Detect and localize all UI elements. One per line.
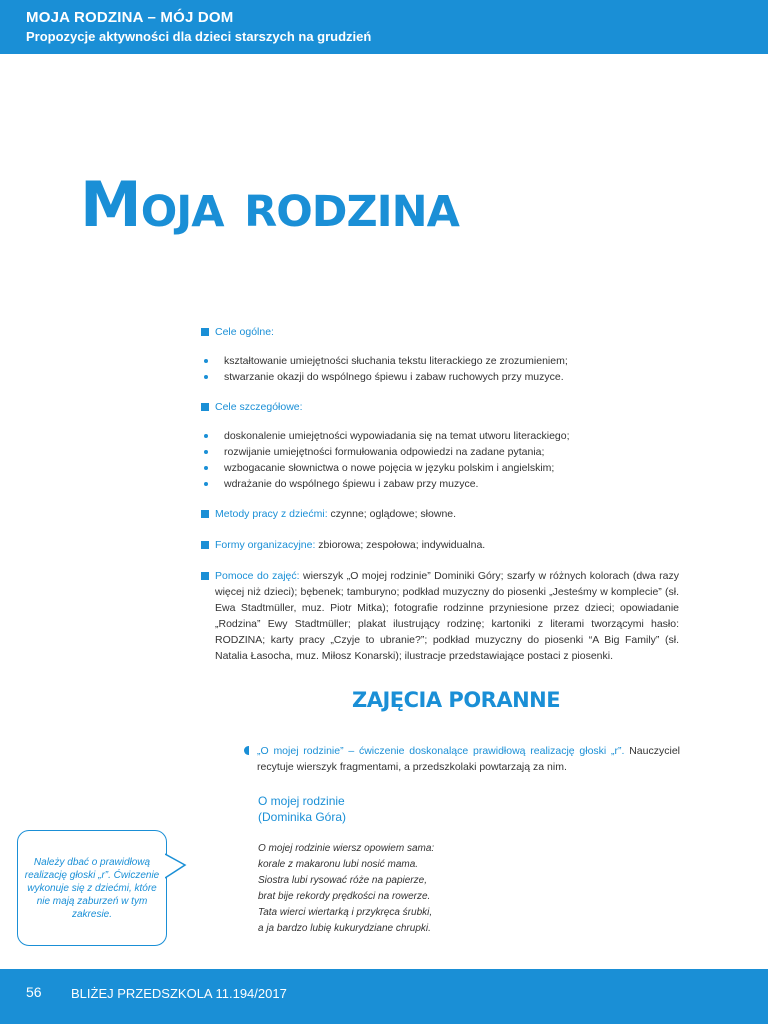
square-bullet-icon [201,403,209,411]
section-label: Formy organizacyjne: [215,539,316,551]
side-note [17,830,167,946]
poem-line: Siostra lubi rysować róże na papierze, [258,875,427,886]
poem-line: brat bije rekordy prędkości na rowerze. [258,891,431,902]
activity-text [244,743,680,775]
footer-bar [0,969,768,1024]
header-title: MOJA RODZINA – MÓJ DOM [26,9,234,26]
section-label: Cele szczegółowe: [215,401,303,413]
list-item: doskonalenie umiejętności wypowiadania się na temat utworu literackiego; [201,428,679,444]
list-item: kształtowanie umiejętności słuchania tekstu literackiego ze zrozumieniem; [201,353,679,369]
section-metody [201,506,679,522]
poem-text [258,841,434,937]
page-title: Moja rodzina [80,168,459,241]
section-pomoce [201,568,679,664]
poem-line: O mojej rodzinie wiersz opowiem sama: [258,843,435,854]
list-item: wzbogacanie słownictwa o nowe pojęcia w języku polskim i angielskim; [201,460,679,476]
cele-szczegolowe-list [201,428,679,492]
section-text: wierszyk „O mojej rodzinie” Dominiki Góry; szarfy w różnych kolorach (dwa razy więcej niż dzieci); bębenek; tamburyno; podkład muzyczny do piosenki „Jesteśmy w komplecie” (sł. Ewa Stadtmüller, muz. Piotr Mitka); fotografie rodzinne przyniesione przez dzieci; opowiadanie „Rodzina” Ewy Stadtmüller; plakat ilustrujący rodzinę; kartoniki z literami tworzącymi hasło: RODZINA; karty pracy „Czyje to ubranie?”; podkład muzyczny do piosenki “A Big Family” (sł. Natalia Łasocha, muz. Miłosz Konarski); ilustracje przedstawiające postaci z piosenki. [215,570,679,662]
section-label: Cele ogólne: [215,326,274,338]
square-bullet-icon [201,328,209,336]
activity-block [244,743,680,775]
poem-heading [258,793,346,825]
poem-title: O mojej rodzinie [258,794,345,808]
activity-description: Nauczyciel recytuje wierszyk fragmentami, a przedszkolaki powtarzają za nim. [257,745,680,773]
page-number: 56 [26,984,42,1000]
section-heading: ZAJĘCIA PORANNE [352,688,561,712]
square-bullet-icon [201,510,209,518]
poem-line: a ja bardzo lubię kukurydziane chrupki. [258,923,431,934]
section-cele-ogolne [201,324,679,340]
square-bullet-icon [201,541,209,549]
section-cele-szczegolowe [201,399,679,415]
square-bullet-icon [201,572,209,580]
cele-ogolne-list [201,353,679,385]
section-formy [201,537,679,553]
half-circle-bullet-icon [244,746,249,755]
header-bar [0,0,768,54]
list-item: stwarzanie okazji do wspólnego śpiewu i zabaw ruchowych przy muzyce. [201,369,679,385]
poem-line: korale z makaronu lubi nosić mama. [258,859,419,870]
content-block [201,324,679,664]
magazine-title: BLIŻEJ PRZEDSZKOLA 11.194/2017 [71,986,287,1001]
list-item: wdrażanie do wspólnego śpiewu i zabaw przy muzyce. [201,476,679,492]
side-note-text: Należy dbać o prawidłową realizację głoski „r”. Ćwiczenie wykonuje się z dziećmi, które nie mają zaburzeń w tym zakresie. [24,856,160,920]
section-label: Pomoce do zajęć: [215,570,300,582]
list-item: rozwijanie umiejętności formułowania odpowiedzi na zadane pytania; [201,444,679,460]
poem-author: (Dominika Góra) [258,810,347,824]
section-text: czynne; oglądowe; słowne. [327,508,457,520]
header-subtitle: Propozycje aktywności dla dzieci starszych na grudzień [26,29,372,44]
section-label: Metody pracy z dziećmi: [215,508,328,520]
poem-line: Tata wierci wiertarką i przykręca śrubki, [258,907,433,918]
section-text: zbiorowa; zespołowa; indywidualna. [315,539,486,551]
speech-tail-icon [165,852,187,880]
activity-title: „O mojej rodzinie” – ćwiczenie doskonalące prawidłową realizację głoski „r”. [257,745,625,757]
